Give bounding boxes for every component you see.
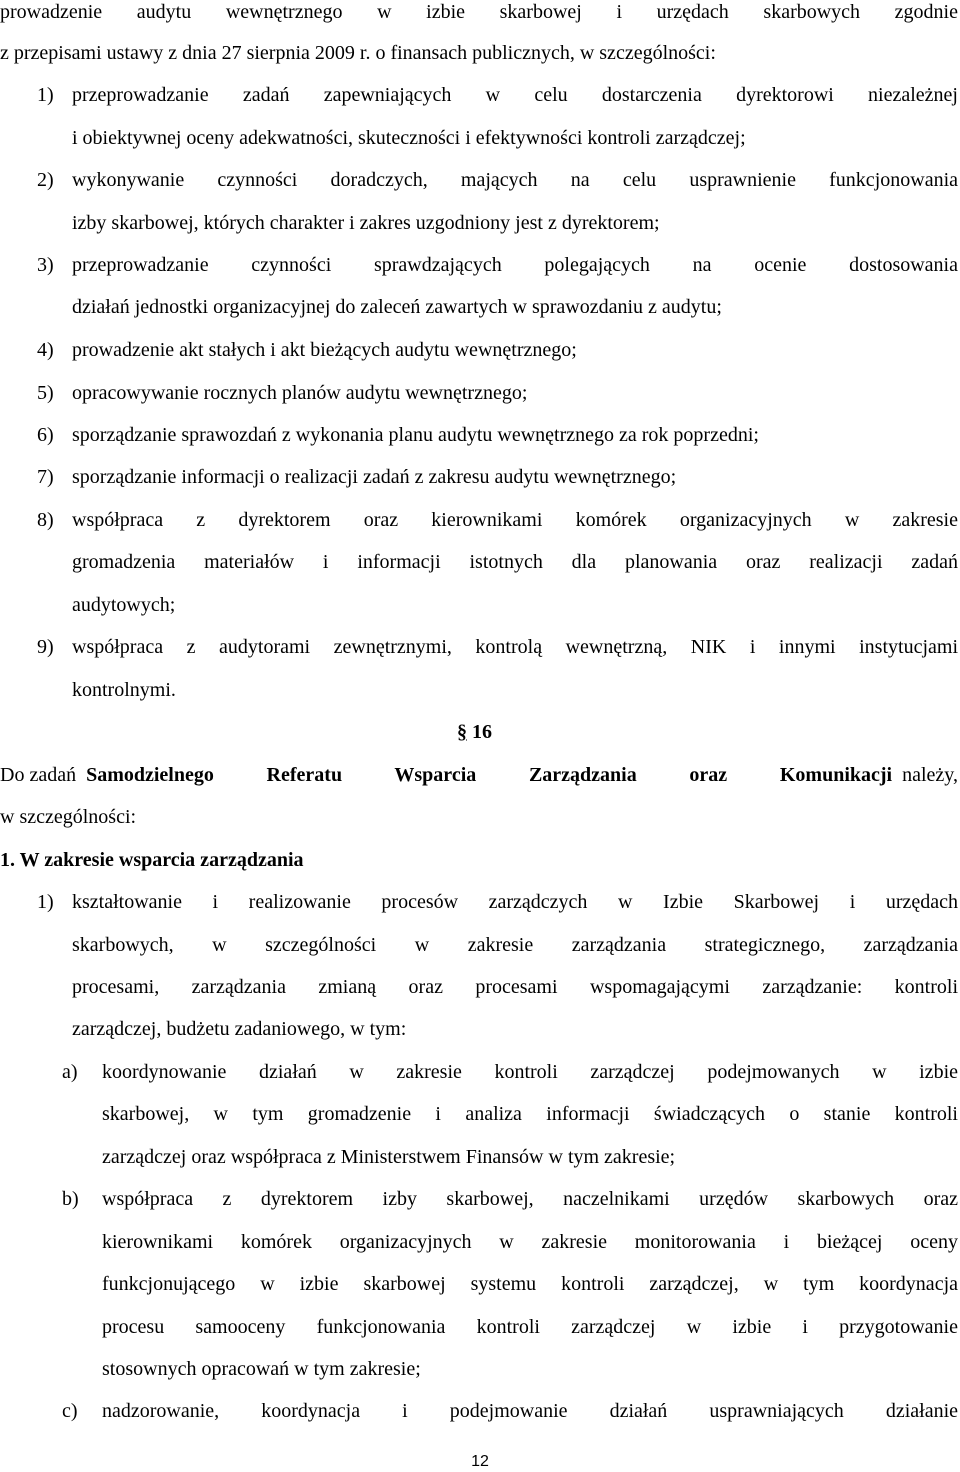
section-intro-line-1 — [0, 763, 958, 787]
list-item-text: skarbowych, w szczególności w zakresie zarządzania strategicznego, zarządzania — [72, 934, 958, 956]
list-item-text: współpraca z audytorami zewnętrznymi, kontrolą wewnętrzną, NIK i innymi instytucjami — [72, 636, 958, 658]
list-item-number: 3) — [37, 254, 54, 276]
list-item-text: kształtowanie i realizowanie procesów zarządczych w Izbie Skarbowej i urzędach — [72, 891, 958, 913]
section-intro-prefix: Do zadań — [0, 764, 77, 786]
list-item-text: sporządzanie sprawozdań z wykonania planu audytu wewnętrznego za rok poprzedni; — [72, 424, 759, 446]
sub-item-text: nadzorowanie, koordynacja i podejmowanie działań usprawniających działanie — [102, 1400, 958, 1422]
list-item-text: zarządczej, budżetu zadaniowego, w tym: — [72, 1018, 407, 1040]
list-item-number: 7) — [37, 466, 54, 488]
section-number-value: 16 — [472, 721, 492, 743]
section-intro-line-2: w szczególności: — [0, 806, 137, 828]
intro-line-1: prowadzenie audytu wewnętrznego w izbie skarbowej i urzędach skarbowych zgodnie — [0, 1, 958, 23]
sub-item-text: współpraca z dyrektorem izby skarbowej, naczelnikami urzędów skarbowych oraz — [102, 1188, 958, 1210]
list-item-number: 5) — [37, 382, 54, 404]
list-item-number: 8) — [37, 509, 54, 531]
list-item-number: 6) — [37, 424, 54, 446]
sub-item-text: zarządczej oraz współpraca z Ministerstwem Finansów w tym zakresie; — [102, 1146, 676, 1168]
sub-item-letter: c) — [62, 1400, 78, 1422]
list-item-text: i obiektywnej oceny adekwatności, skuteczności i efektywności kontroli zarządczej; — [72, 127, 746, 149]
list-item-number: 2) — [37, 169, 54, 191]
intro-line-2: z przepisami ustawy z dnia 27 sierpnia 2009 r. o finansach publicznych, w szczególności: — [0, 42, 716, 64]
sub-item-text: stosownych opracowań w tym zakresie; — [102, 1358, 421, 1380]
sub-item-letter: a) — [62, 1061, 78, 1083]
sub-item-text: funkcjonującego w izbie skarbowej systemu kontroli zarządczej, w tym koordynacja — [102, 1273, 958, 1295]
list-item-number: 1) — [37, 891, 54, 913]
sub-item-text: procesu samooceny funkcjonowania kontroli zarządczej w izbie i przygotowanie — [102, 1316, 958, 1338]
list-item-text: audytowych; — [72, 594, 176, 616]
sub-item-text: koordynowanie działań w zakresie kontroli zarządczej podejmowanych w izbie — [102, 1061, 958, 1083]
list-item-number: 9) — [37, 636, 54, 658]
section-symbol: § — [457, 721, 467, 743]
list-item-text: przeprowadzanie zadań zapewniających w celu dostarczenia dyrektorowi niezależnej — [72, 84, 958, 106]
section-intro-unit-name: Samodzielnego Referatu Wsparcia Zarządzania oraz Komunikacji — [86, 764, 893, 786]
list-item-text: przeprowadzanie czynności sprawdzających polegających na ocenie dostosowania — [72, 254, 958, 276]
section-intro-suffix: należy, — [902, 764, 958, 786]
list-item-text: gromadzenia materiałów i informacji istotnych dla planowania oraz realizacji zadań — [72, 551, 958, 573]
section-number — [457, 720, 492, 744]
list-item-text: sporządzanie informacji o realizacji zadań z zakresu audytu wewnętrznego; — [72, 466, 677, 488]
list-item-number: 1) — [37, 84, 54, 106]
subsection-heading: 1. W zakresie wsparcia zarządzania — [0, 849, 304, 871]
list-item-text: wykonywanie czynności doradczych, mających na celu usprawnienie funkcjonowania — [72, 169, 958, 191]
sub-item-letter: b) — [62, 1188, 79, 1210]
sub-item-text: skarbowej, w tym gromadzenie i analiza informacji świadczących o stanie kontroli — [102, 1103, 958, 1125]
list-item-number: 4) — [37, 339, 54, 361]
list-item-text: procesami, zarządzania zmianą oraz procesami wspomagającymi zarządzanie: kontroli — [72, 976, 958, 998]
page-number: 12 — [471, 1453, 489, 1470]
list-item-text: opracowywanie rocznych planów audytu wewnętrznego; — [72, 382, 528, 404]
list-item-text: działań jednostki organizacyjnej do zaleceń zawartych w sprawozdaniu z audytu; — [72, 296, 722, 318]
list-item-text: prowadzenie akt stałych i akt bieżących audytu wewnętrznego; — [72, 339, 577, 361]
sub-item-text: kierownikami komórek organizacyjnych w zakresie monitorowania i bieżącej oceny — [102, 1231, 958, 1253]
list-item-text: kontrolnymi. — [72, 679, 176, 701]
list-item-text: izby skarbowej, których charakter i zakres uzgodniony jest z dyrektorem; — [72, 212, 660, 234]
list-item-text: współpraca z dyrektorem oraz kierownikami komórek organizacyjnych w zakresie — [72, 509, 958, 531]
